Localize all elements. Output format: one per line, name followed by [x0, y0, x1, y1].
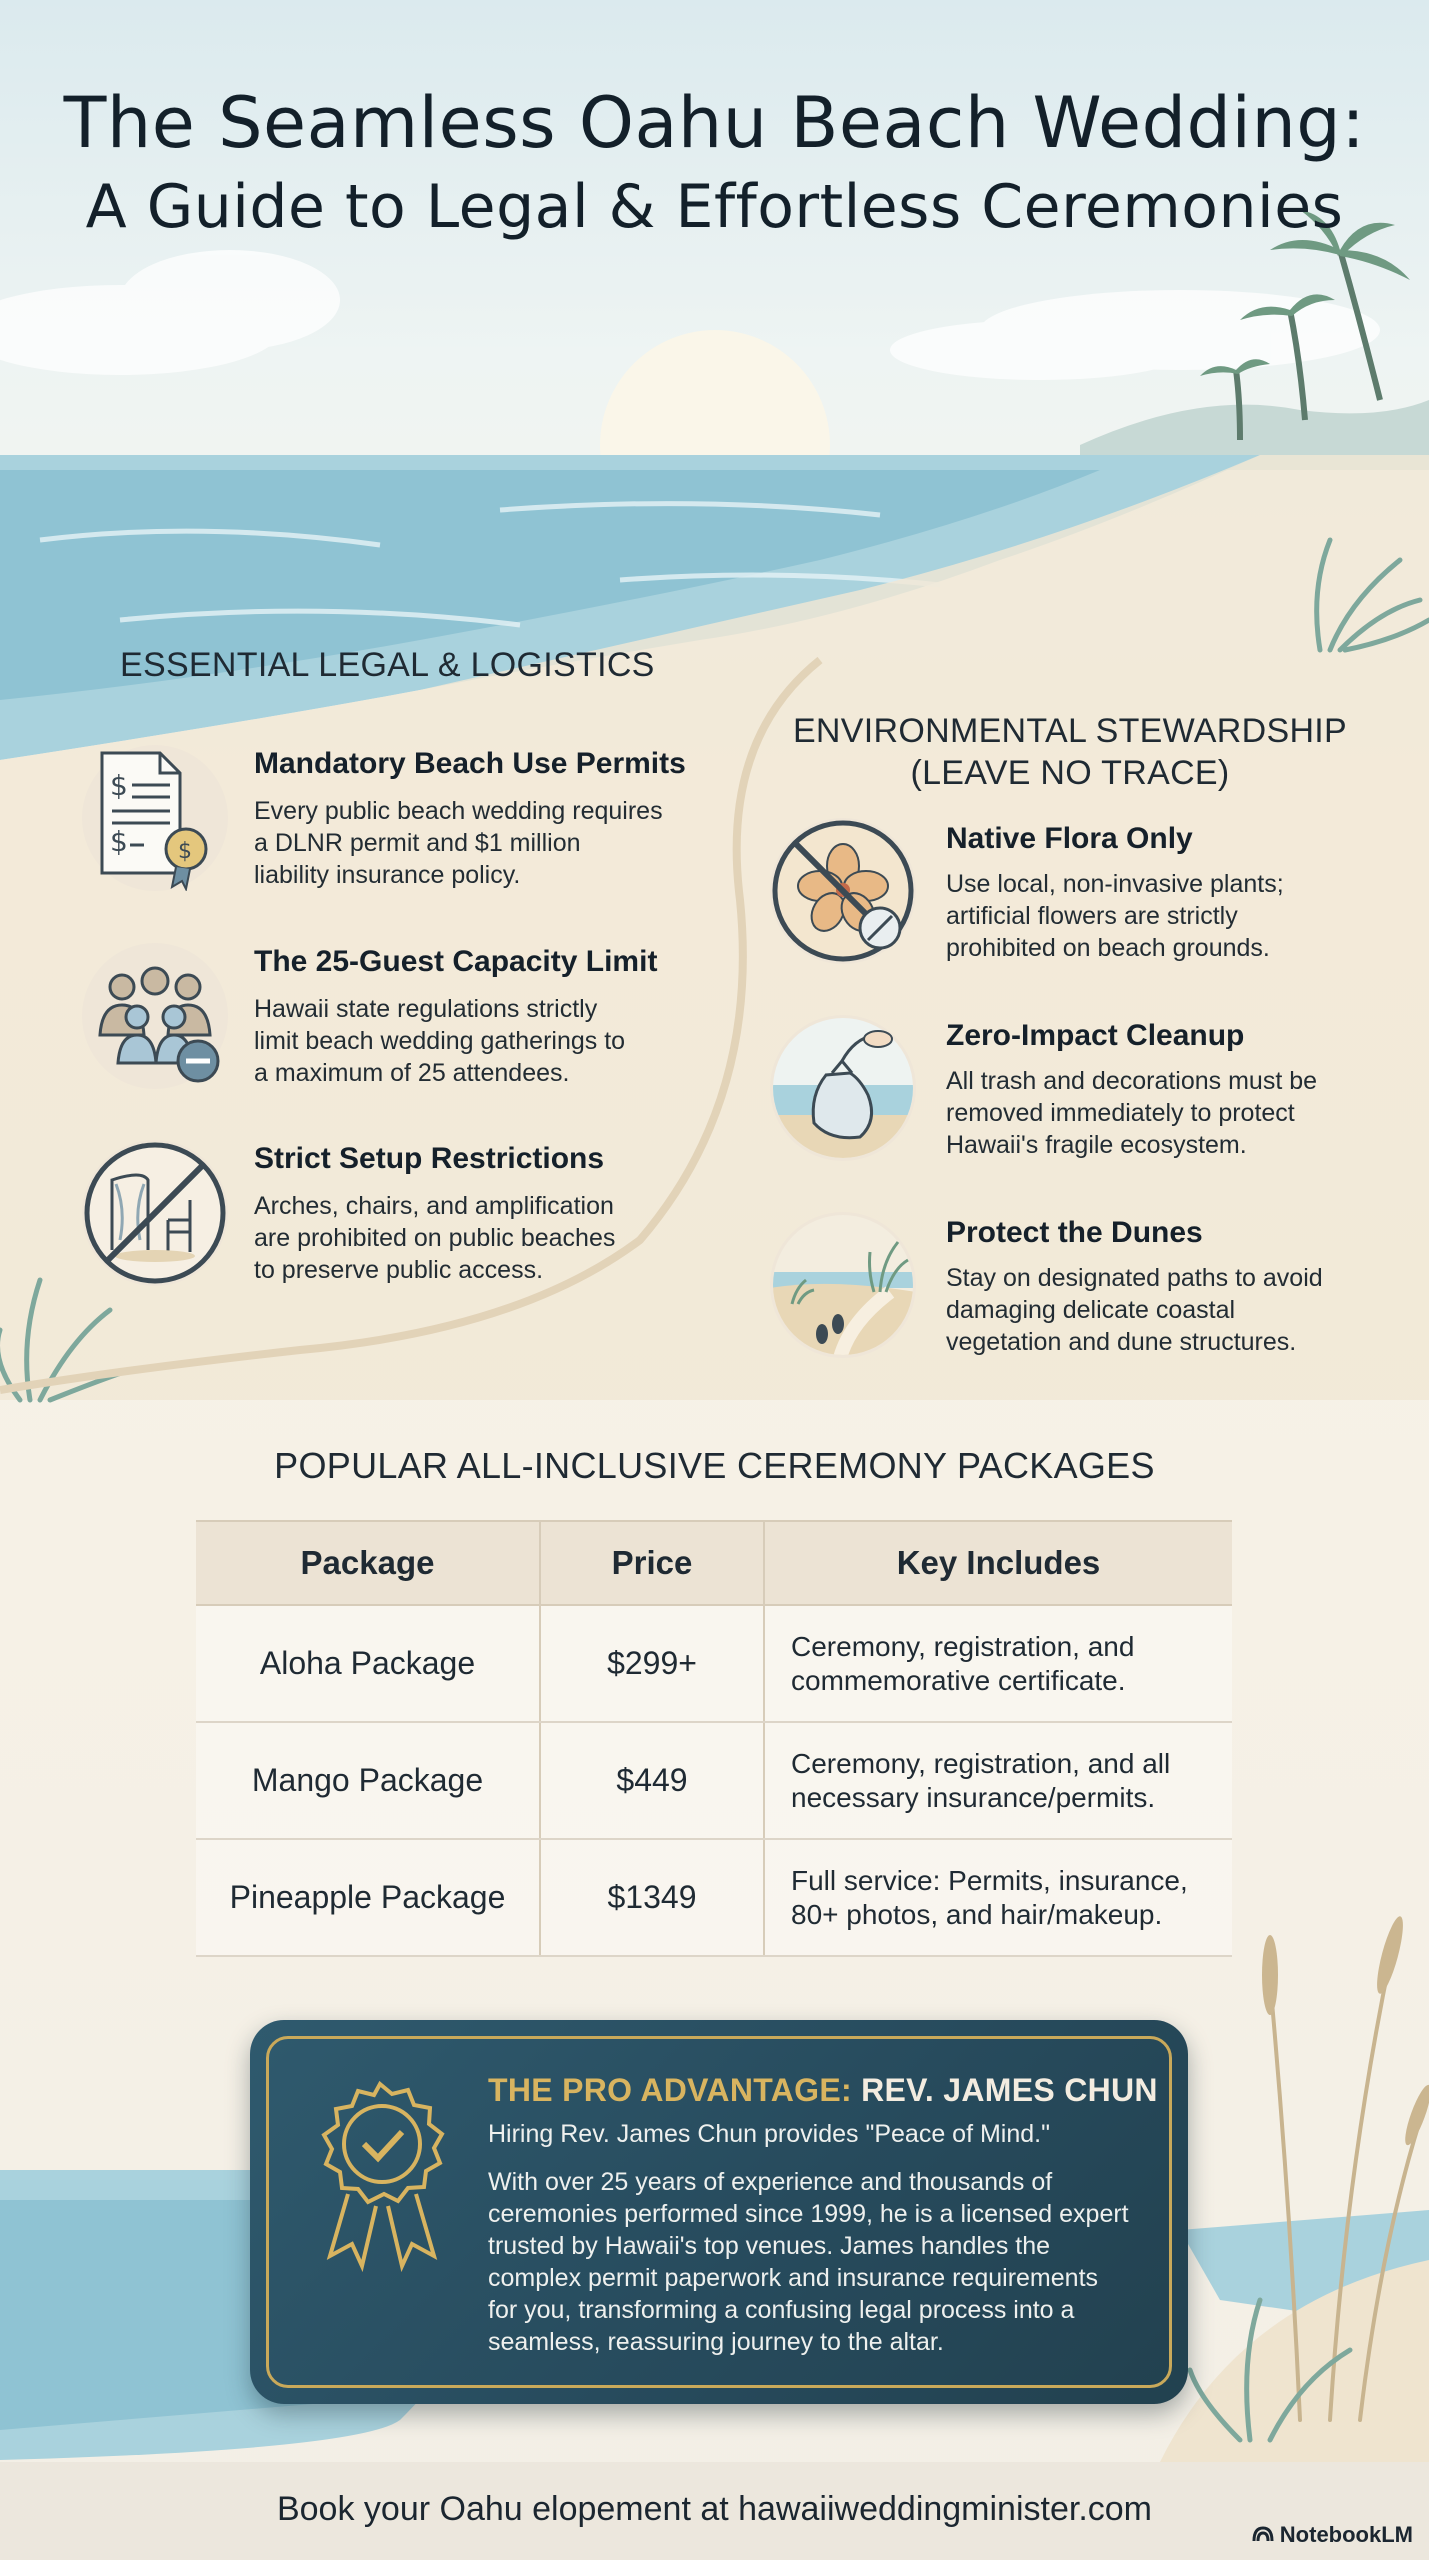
- packages-section-heading: POPULAR ALL-INCLUSIVE CEREMONY PACKAGES: [274, 1445, 1155, 1486]
- page-title-line-1: The Seamless Oahu Beach Wedding:: [63, 82, 1366, 164]
- no-setup-icon: [82, 1140, 228, 1286]
- item-title: Strict Setup Restrictions: [254, 1142, 605, 1175]
- table-row: [196, 1722, 1232, 1839]
- package-price: $449: [540, 1722, 764, 1839]
- item-description: Stay on designated paths to avoid damaging delicate coastal vegetation and dune structures.: [946, 1264, 1323, 1356]
- legal-section-heading: ESSENTIAL LEGAL & LOGISTICS: [120, 646, 655, 684]
- item-title: The 25-Guest Capacity Limit: [254, 945, 658, 978]
- pro-card-title: THE PRO ADVANTAGE: REV. JAMES CHUN: [488, 2072, 1158, 2108]
- package-includes: Full service: Permits, insurance, 80+ photos, and hair/makeup.: [764, 1839, 1232, 1956]
- guest-limit-icon: [82, 943, 228, 1089]
- item-title: Zero-Impact Cleanup: [946, 1019, 1245, 1052]
- package-includes: Ceremony, registration, and all necessary insurance/permits.: [764, 1722, 1232, 1839]
- item-description: Hawaii state regulations strictly limit beach wedding gatherings to a maximum of 25 attendees.: [254, 995, 626, 1087]
- notebooklm-brand: NotebookLM: [1252, 2522, 1413, 2549]
- svg-text:$: $: [110, 769, 128, 802]
- packages-table: [196, 1520, 1232, 1957]
- pro-card-subtitle: Hiring Rev. James Chun provides "Peace of Mind.": [488, 2120, 1050, 2148]
- pro-advantage-card: [250, 2020, 1188, 2404]
- table-row: [196, 1605, 1232, 1722]
- item-title: Protect the Dunes: [946, 1216, 1203, 1249]
- no-artificial-flower-icon: [770, 818, 916, 964]
- env-item-dunes: [770, 1212, 1410, 1362]
- item-description: Arches, chairs, and amplification are prohibited on public beaches to preserve public access.: [254, 1192, 616, 1284]
- item-description: Use local, non-invasive plants; artificial flowers are strictly prohibited on beach grounds.: [946, 870, 1284, 962]
- package-includes: Ceremony, registration, and commemorative certificate.: [764, 1605, 1232, 1722]
- item-title: Native Flora Only: [946, 822, 1193, 855]
- notebooklm-logo-icon: [1252, 2523, 1274, 2549]
- env-item-cleanup: [770, 1015, 1410, 1165]
- item-title: Mandatory Beach Use Permits: [254, 747, 686, 780]
- pro-card-body: With over 25 years of experience and thousands of ceremonies performed since 1999, he is a licensed expert trusted by Hawaii's top venues. James handles the complex permit paperwork and insurance requirements for you, transforming a confusing legal process into a seamless, reassuring journey to the altar.: [488, 2168, 1129, 2356]
- award-seal-icon: [300, 2076, 460, 2281]
- svg-text:$: $: [110, 825, 128, 858]
- column-header-includes: Key Includes: [764, 1521, 1232, 1605]
- item-description: Every public beach wedding requires a DLNR permit and $1 million liability insurance policy.: [254, 797, 663, 889]
- footer-bar: [0, 2462, 1429, 2560]
- table-header-row: [196, 1521, 1232, 1605]
- column-header-price: Price: [540, 1521, 764, 1605]
- package-price: $1349: [540, 1839, 764, 1956]
- package-name: Pineapple Package: [196, 1839, 540, 1956]
- column-header-package: Package: [196, 1521, 540, 1605]
- footer-cta-text: Book your Oahu elopement at hawaiiweddingminister.com: [276, 2490, 1153, 2528]
- package-name: Aloha Package: [196, 1605, 540, 1722]
- legal-item-guest-limit: [82, 943, 702, 1093]
- trash-bag-icon: [770, 1015, 916, 1161]
- package-name: Mango Package: [196, 1722, 540, 1839]
- svg-text:$: $: [178, 839, 192, 864]
- table-row: [196, 1839, 1232, 1956]
- legal-item-setup-restrictions: [82, 1140, 702, 1290]
- env-item-native-flora: [770, 818, 1410, 968]
- item-description: All trash and decorations must be removed immediately to protect Hawaii's fragile ecosystem.: [946, 1067, 1318, 1159]
- permit-document-icon: [82, 745, 228, 891]
- package-price: $299+: [540, 1605, 764, 1722]
- dune-footprints-icon: [770, 1212, 916, 1358]
- page-title-line-2: A Guide to Legal & Effortless Ceremonies: [85, 172, 1344, 242]
- legal-item-permits: [82, 745, 702, 895]
- environment-section-heading: ENVIRONMENTAL STEWARDSHIP (LEAVE NO TRACE): [792, 712, 1348, 792]
